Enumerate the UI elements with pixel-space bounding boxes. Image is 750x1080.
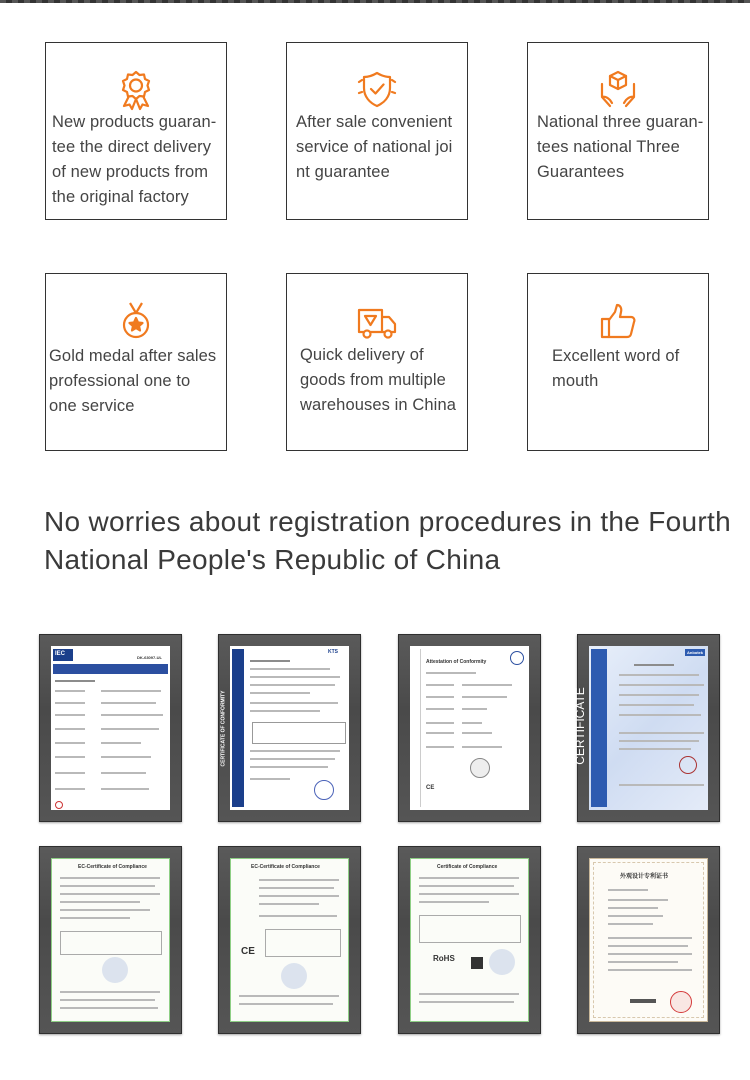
certificate-iec <box>51 646 170 810</box>
feature-text: After sale convenient service of national joi nt guarantee <box>296 113 453 181</box>
certificate-frame <box>398 846 541 1034</box>
feature-text: Quick delivery of goods from multiple warehouses in China <box>300 346 456 414</box>
feature-card-word-of-mouth <box>527 273 709 451</box>
certificate-sub: CE <box>241 946 255 957</box>
certificate-label: CERTIFICATE <box>572 687 587 765</box>
delivery-truck-icon <box>356 302 398 344</box>
certificate-label: CERTIFICATE OF CONFORMITY <box>220 690 227 767</box>
certificate-label: EC-Certificate of Compliance <box>251 864 320 870</box>
shield-check-icon <box>356 68 398 110</box>
certificate-frame <box>39 634 182 822</box>
feature-card-after-sale <box>286 42 468 220</box>
certificate-sub: Anbotek <box>687 650 703 655</box>
feature-text: Gold medal after sales professional one to one service <box>49 347 217 415</box>
certificate-blue <box>572 646 708 810</box>
feature-text: National three guaran- tees national Three Guarantees <box>537 113 704 181</box>
certificate-label: Certificate of Compliance <box>437 864 498 870</box>
certificate-attestation <box>410 646 529 810</box>
certificate-frame <box>398 634 541 822</box>
certificate-label: EC-Certificate of Compliance <box>78 864 147 870</box>
certificate-sub: CE <box>426 785 435 791</box>
certificate-ec-ce <box>230 858 349 1022</box>
certificate-frame <box>577 846 720 1034</box>
certificate-frame <box>218 634 361 822</box>
certificate-ec <box>51 858 170 1022</box>
certificate-label: IEC <box>55 651 66 657</box>
certificate-sub: RoHS <box>433 954 455 963</box>
certificate-conformity <box>220 646 349 810</box>
thumbs-up-icon <box>597 301 639 343</box>
certificate-rohs <box>410 858 529 1022</box>
certificate-frame <box>218 846 361 1034</box>
certificate-label: 外观设计专利证书 <box>620 874 669 880</box>
feature-card-gold-medal <box>45 273 227 451</box>
hands-box-icon <box>597 68 639 110</box>
feature-card-three-guarantees <box>527 42 709 220</box>
certificate-frame <box>39 846 182 1034</box>
feature-card-quick-delivery <box>286 273 468 451</box>
award-ribbon-icon <box>115 68 157 110</box>
medal-star-icon <box>115 300 157 342</box>
feature-text: Excellent word of mouth <box>552 347 680 390</box>
feature-text: New products guaran- tee the direct delivery of new products from the original factory <box>52 113 217 206</box>
top-rule <box>0 0 750 3</box>
certificate-label: Attestation of Conformity <box>426 659 487 665</box>
certificate-sub: KTS <box>328 649 338 655</box>
feature-card-factory <box>45 42 227 220</box>
certificate-frame <box>572 634 720 822</box>
section-heading: No worries about registration procedures in the Fourth National People's Republic of China <box>44 506 731 575</box>
certificate-patent <box>589 858 708 1022</box>
certificate-sub: DK-63097-UL <box>137 655 162 660</box>
